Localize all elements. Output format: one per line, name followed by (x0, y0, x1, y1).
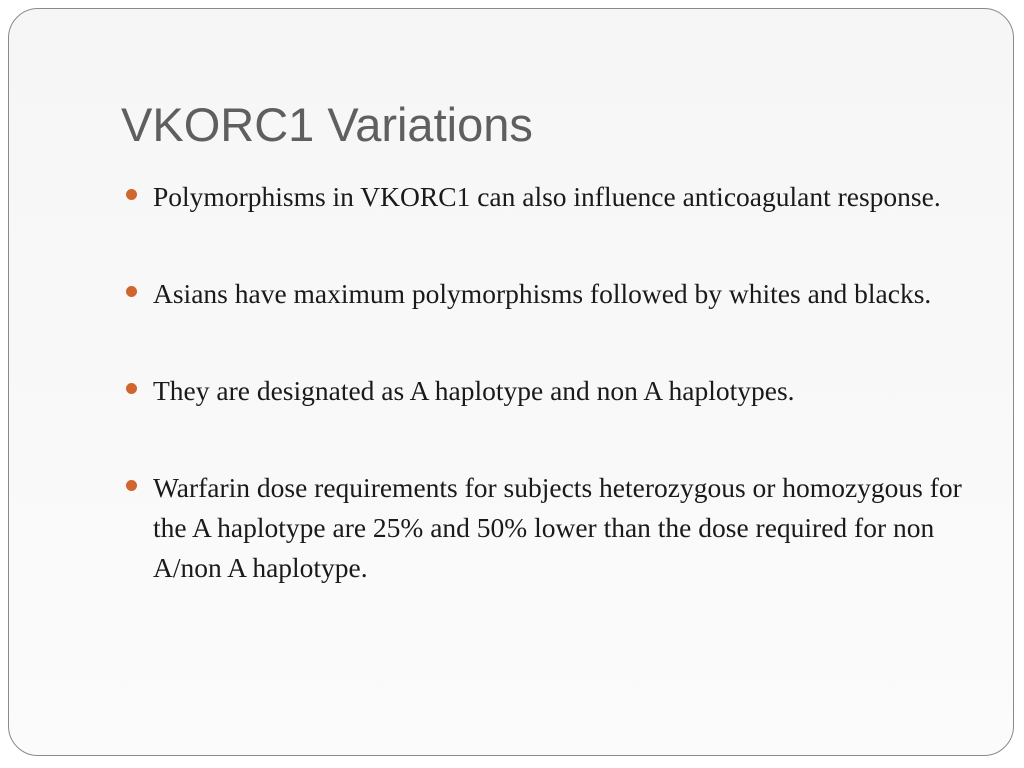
bullet-dot-icon (126, 286, 137, 297)
bullet-item (121, 371, 971, 411)
slide-frame (8, 8, 1014, 756)
bullet-dot-icon (126, 480, 137, 491)
bullet-item (121, 274, 971, 314)
bullet-dot-icon (126, 189, 137, 200)
bullet-text: Asians have maximum polymorphisms followed by whites and blacks. (153, 278, 932, 309)
bullet-dot-icon (126, 383, 137, 394)
slide-title: VKORC1 Variations (121, 98, 533, 151)
bullet-text: Polymorphisms in VKORC1 can also influence anticoagulant response. (153, 181, 941, 212)
bullet-item (121, 468, 971, 588)
bullet-text: They are designated as A haplotype and non A haplotypes. (153, 375, 795, 406)
bullet-item (121, 177, 971, 217)
bullet-text: Warfarin dose requirements for subjects heterozygous or homozygous for the A haplotype are 25% and 50% lower than the dose required for non A/non A haplotype. (153, 472, 962, 583)
bullet-list (121, 177, 971, 588)
